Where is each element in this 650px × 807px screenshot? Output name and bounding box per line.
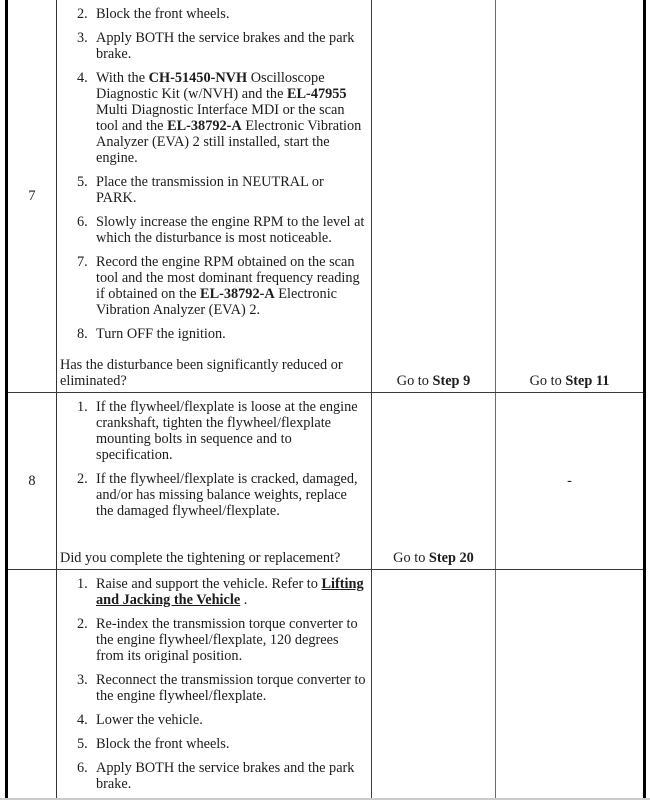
item-number: 3. xyxy=(77,30,88,46)
action-item xyxy=(60,30,369,62)
action-item xyxy=(60,736,369,752)
step-number: 7 xyxy=(28,188,36,204)
step-cell xyxy=(8,393,57,569)
text-segment: Go to xyxy=(529,373,566,389)
item-number: 1. xyxy=(77,576,88,592)
action-item xyxy=(60,712,369,728)
goto-yes-cell xyxy=(372,0,496,392)
goto-no-cell xyxy=(496,0,643,392)
item-text xyxy=(96,672,369,704)
text-segment: Reconnect the transmission torque converter to the engine flywheel/flexplate. xyxy=(96,672,366,704)
page-bottom-rule xyxy=(0,798,650,800)
item-text xyxy=(96,6,369,22)
text-segment: EL-47955 xyxy=(286,86,347,102)
action-item xyxy=(60,174,369,206)
action-item xyxy=(60,70,369,166)
item-number: 6. xyxy=(77,760,88,776)
text-segment: If the flywheel/flexplate is loose at the engine crankshaft, tighten the flywheel/flexplate mounting bolts in sequence and to specification. xyxy=(96,399,358,463)
item-text xyxy=(96,214,369,246)
item-number: 2. xyxy=(77,616,88,632)
action-item xyxy=(60,214,369,246)
text-segment: Electronic Vibration Analyzer (EVA) 2. xyxy=(96,286,338,318)
item-text xyxy=(96,760,369,792)
action-item xyxy=(60,471,369,519)
goto-yes-value xyxy=(397,373,470,389)
text-segment: Oscilloscope Diagnostic Kit (w/NVH) and the xyxy=(96,70,325,102)
table-row xyxy=(8,570,643,798)
text-segment: Raise and support the vehicle. Refer to xyxy=(96,576,322,592)
item-text xyxy=(96,30,369,62)
text-segment: Record the engine RPM obtained on the scan tool and the most dominant frequency reading if obtained on the xyxy=(96,254,360,302)
action-cell xyxy=(57,570,372,798)
text-segment: Re-index the transmission torque converter to the engine flywheel/flexplate, 120 degrees from its original position. xyxy=(96,616,358,664)
item-text xyxy=(96,326,369,342)
step-cell xyxy=(8,0,57,392)
text-segment: EL-38792-A xyxy=(167,118,242,134)
item-number: 5. xyxy=(77,736,88,752)
text-segment: Turn OFF the ignition. xyxy=(96,326,226,342)
item-number: 6. xyxy=(77,214,88,230)
goto-no-value xyxy=(567,473,572,489)
item-number: 7. xyxy=(77,254,88,270)
action-item xyxy=(60,399,369,463)
action-item xyxy=(60,326,369,342)
item-text xyxy=(96,616,369,664)
action-item xyxy=(60,760,369,792)
text-segment: If the flywheel/flexplate is cracked, damaged, and/or has missing balance weights, replace the damaged flywheel/flexplate. xyxy=(96,471,358,519)
action-list xyxy=(60,6,369,342)
text-segment: Slowly increase the engine RPM to the level at which the disturbance is most noticeable. xyxy=(96,214,365,246)
item-text xyxy=(96,70,369,166)
item-number: 4. xyxy=(77,712,88,728)
action-item xyxy=(60,254,369,318)
text-segment: - xyxy=(567,473,572,489)
item-number: 1. xyxy=(77,399,88,415)
goto-yes-cell xyxy=(372,570,496,798)
item-number: 5. xyxy=(77,174,88,190)
action-item xyxy=(60,672,369,704)
text-segment: Place the transmission in NEUTRAL or PARK. xyxy=(96,174,324,206)
action-list xyxy=(60,399,369,519)
text-segment: Multi Diagnostic Interface MDI or the scan tool and the xyxy=(96,102,345,134)
text-segment: Step 9 xyxy=(432,373,471,389)
step-cell xyxy=(8,570,57,798)
question-text: Did you complete the tightening or replacement? xyxy=(60,550,341,566)
text-segment: Block the front wheels. xyxy=(96,736,230,752)
item-text xyxy=(96,576,369,608)
item-number: 4. xyxy=(77,70,88,86)
action-item xyxy=(60,6,369,22)
text-segment: Step 11 xyxy=(565,373,610,389)
action-list xyxy=(60,576,369,792)
item-number: 3. xyxy=(77,672,88,688)
item-text xyxy=(96,471,369,519)
text-segment: Step 20 xyxy=(428,550,474,566)
text-segment: . xyxy=(240,592,248,608)
goto-no-value xyxy=(530,373,610,389)
item-number: 2. xyxy=(77,471,88,487)
item-text xyxy=(96,254,369,318)
text-segment: Apply BOTH the service brakes and the park brake. xyxy=(96,760,355,792)
step-number: 8 xyxy=(28,473,36,489)
action-item xyxy=(60,576,369,608)
question-text: Has the disturbance been significantly reduced or eliminated? xyxy=(60,357,343,389)
text-segment: CH-51450-NVH xyxy=(148,70,248,86)
text-segment: Go to xyxy=(396,373,433,389)
item-text xyxy=(96,174,369,206)
item-number: 2. xyxy=(77,6,88,22)
goto-no-cell xyxy=(496,570,643,798)
text-segment: Go to xyxy=(393,550,429,566)
text-segment: Electronic Vibration Analyzer (EVA) 2 still installed, start the engine. xyxy=(96,118,362,166)
item-number: 8. xyxy=(77,326,88,342)
action-item xyxy=(60,616,369,664)
text-segment: Apply BOTH the service brakes and the park brake. xyxy=(96,30,355,62)
cross-reference-link[interactable]: Lifting and Jacking the Vehicle xyxy=(96,576,364,608)
table-row-step-7 xyxy=(8,0,643,393)
item-text xyxy=(96,712,369,728)
goto-no-cell xyxy=(496,393,643,569)
goto-yes-value xyxy=(393,550,474,566)
diagnostic-table xyxy=(5,0,646,798)
goto-yes-cell xyxy=(372,393,496,569)
text-segment: EL-38792-A xyxy=(200,286,275,302)
action-cell xyxy=(57,393,372,569)
text-segment: With the xyxy=(96,70,149,86)
item-text xyxy=(96,399,369,463)
table-row-step-8 xyxy=(8,393,643,570)
text-segment: Block the front wheels. xyxy=(96,6,230,22)
action-cell xyxy=(57,0,372,392)
text-segment: Lower the vehicle. xyxy=(96,712,203,728)
item-text xyxy=(96,736,369,752)
